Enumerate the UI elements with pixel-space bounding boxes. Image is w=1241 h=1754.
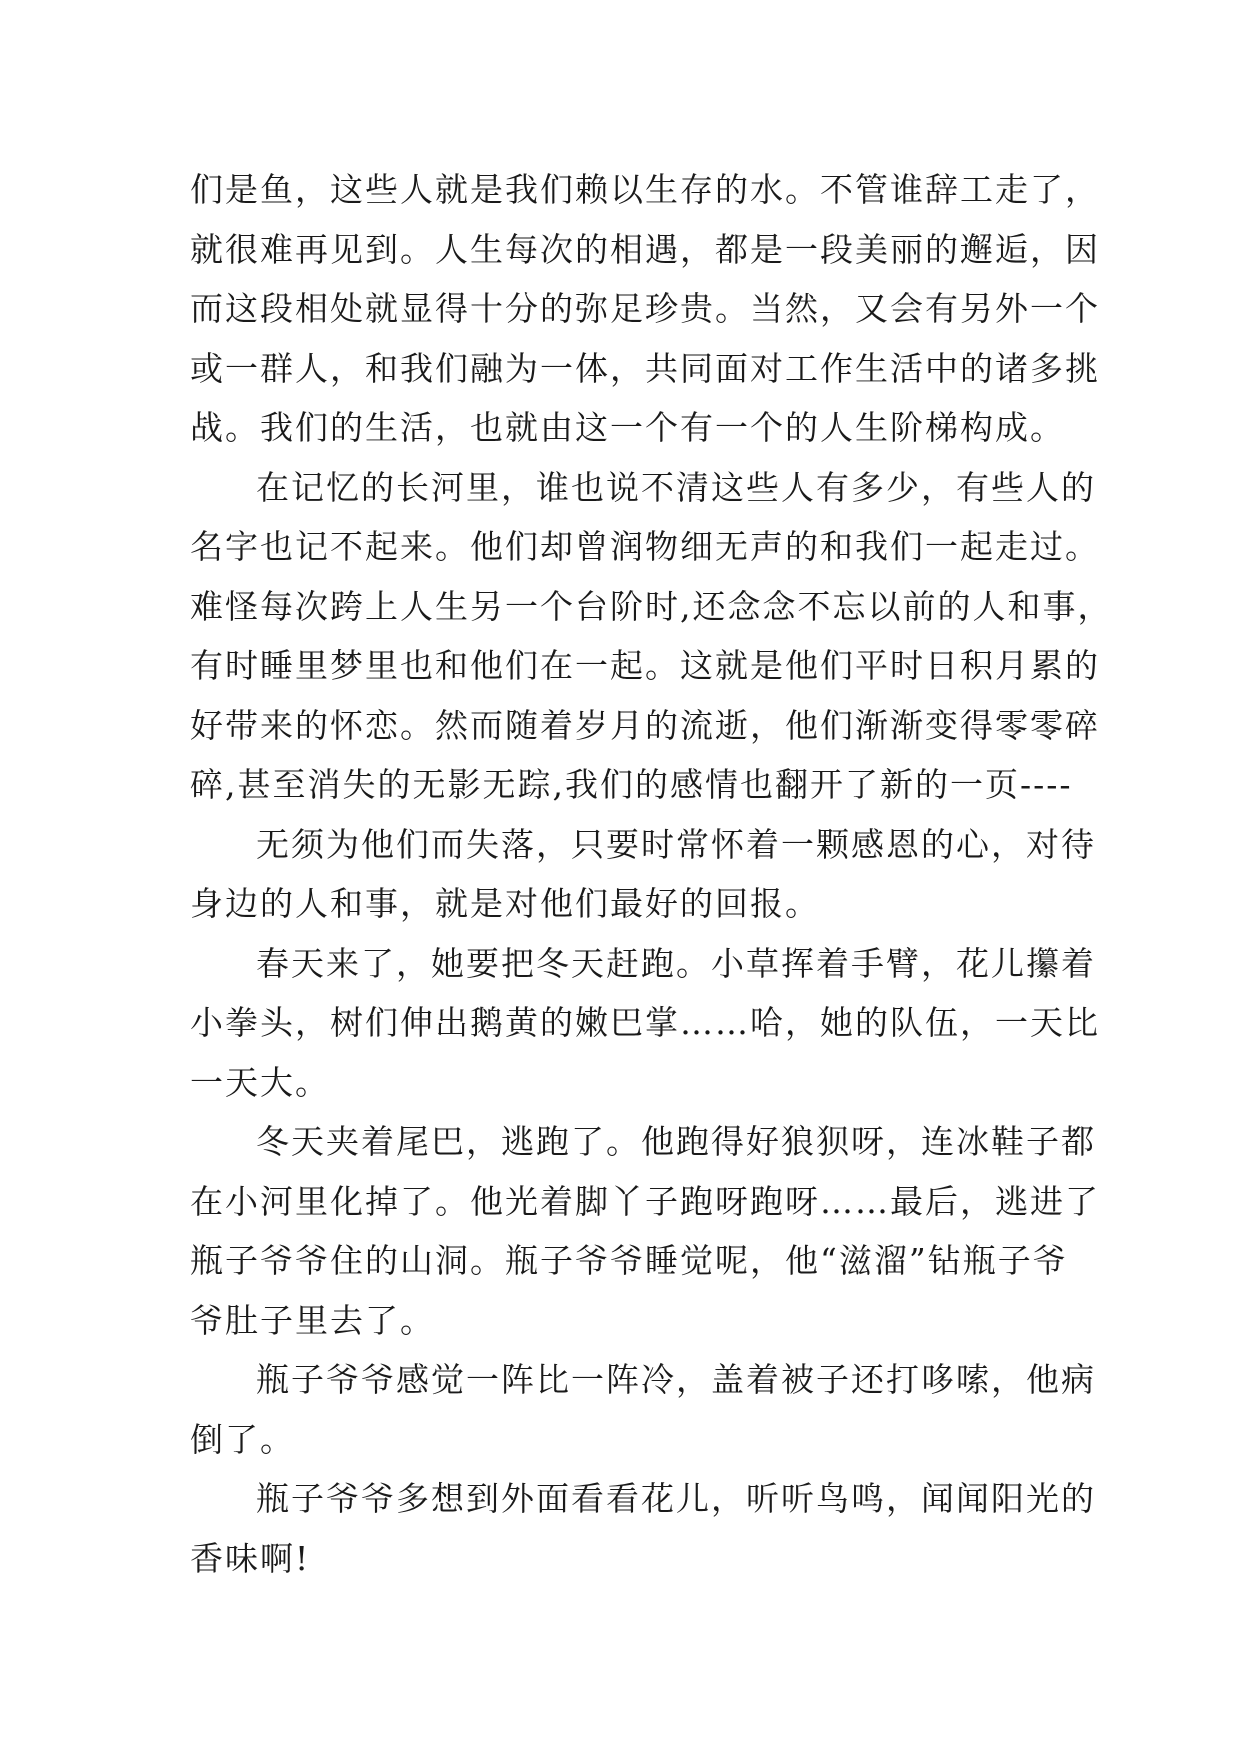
text-line: 瓶子爷爷感觉一阵比一阵冷，盖着被子还打哆嗦，他病 [256,1360,1096,1399]
text-line: 好带来的怀恋。然而随着岁月的流逝，他们渐渐变得零零碎 [190,705,1100,745]
text-line: 有时睡里梦里也和他们在一起。这就是他们平时日积月累的 [190,646,1100,685]
text-line: 名字也记不起来。他们却曾润物细无声的和我们一起走过。 [190,527,1100,566]
text-line: 而这段相处就显得十分的弥足珍贵。当然，又会有另外一个 [190,289,1100,328]
text-line: 就很难再见到。人生每次的相遇，都是一段美丽的邂逅，因 [190,229,1100,269]
paragraph-3 [190,815,1096,934]
document-body [190,160,1113,1588]
text-line: 在小河里化掉了。他光着脚丫子跑呀跑呀……最后，逃进了 [190,1181,1100,1221]
text-line: 战。我们的生活，也就由这一个有一个的人生阶梯构成。 [190,408,1065,447]
text-line: 春天来了，她要把冬天赶跑。小草挥着手臂，花儿攥着 [256,943,1096,983]
paragraph-5 [190,1112,1100,1350]
paragraph-6 [190,1350,1096,1469]
text-line: 瓶子爷爷多想到外面看看花儿，听听鸟鸣，闻闻阳光的 [256,1479,1096,1518]
text-line: 香味啊! [190,1538,311,1578]
text-line: 无须为他们而失落，只要时常怀着一颗感恩的心，对待 [256,824,1096,864]
text-line: 难怪每次跨上人生另一个台阶时,还念念不忘以前的人和事， [190,586,1113,626]
paragraph-4 [190,934,1100,1113]
text-line: 冬天夹着尾巴，逃跑了。他跑得好狼狈呀，连冰鞋子都 [256,1122,1096,1161]
text-line: 身边的人和事，就是对他们最好的回报。 [190,884,820,923]
text-line: 小拳头，树们伸出鹅黄的嫩巴掌……哈，她的队伍，一天比 [190,1003,1100,1042]
text-line: 在记忆的长河里，谁也说不清这些人有多少，有些人的 [256,467,1096,507]
text-line: 倒了。 [190,1419,295,1459]
text-line: 或一群人，和我们融为一体，共同面对工作生活中的诸多挑 [190,348,1100,388]
text-line: 一天大。 [190,1062,330,1102]
text-line: 碎,甚至消失的无影无踪,我们的感情也翻开了新的一页---- [190,765,1073,804]
text-line: 们是鱼，这些人就是我们赖以生存的水。不管谁辞工走了， [190,170,1100,209]
paragraph-7 [190,1469,1096,1588]
text-line: 瓶子爷爷住的山洞。瓶子爷爷睡觉呢，他“滋溜”钻瓶子爷 [190,1241,1068,1280]
paragraph-2 [190,458,1113,815]
paragraph-1 [190,160,1100,458]
text-line: 爷肚子里去了。 [190,1300,435,1340]
